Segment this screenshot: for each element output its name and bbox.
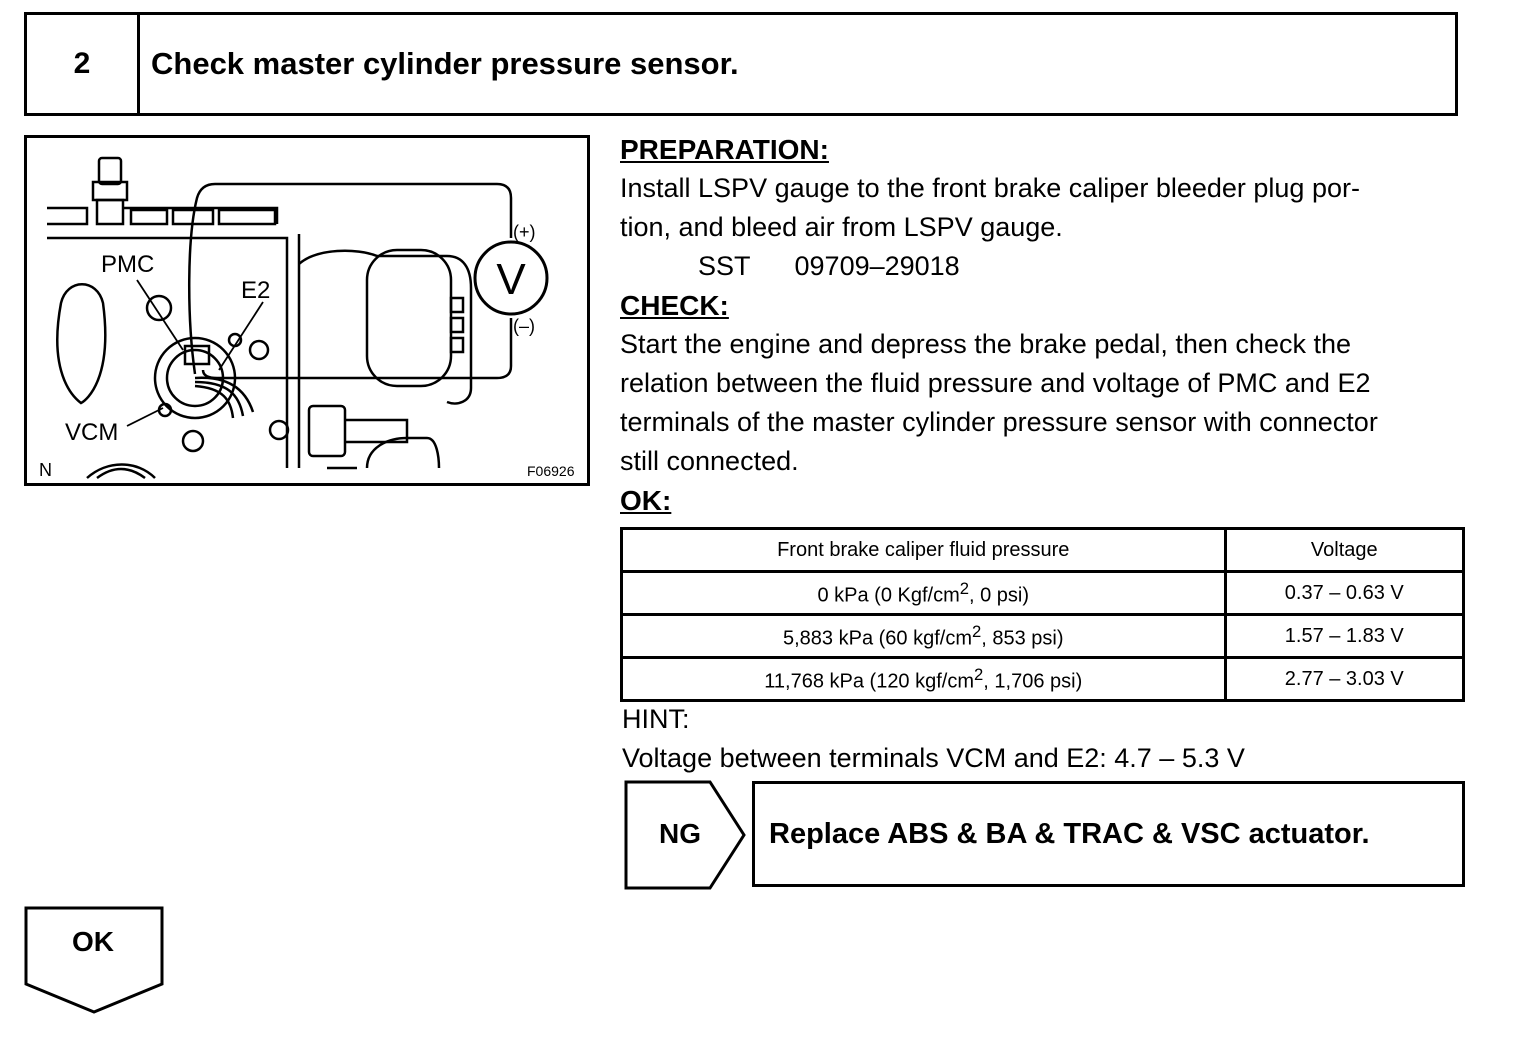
pressure-text: 5,883 kPa (60 kgf/cm bbox=[783, 627, 972, 650]
check-line-2: relation between the fluid pressure and voltage of PMC and E2 bbox=[620, 368, 1371, 398]
sensor-illustration bbox=[27, 138, 587, 483]
preparation-heading: PREPARATION: bbox=[620, 134, 829, 165]
check-heading: CHECK: bbox=[620, 290, 729, 321]
plus-terminal-label: (+) bbox=[513, 222, 536, 242]
ok-flow-arrow bbox=[24, 906, 166, 1016]
ng-action-box: Replace ABS & BA & TRAC & VSC actuator. bbox=[752, 781, 1465, 887]
down-arrow-icon bbox=[24, 906, 166, 1016]
pressure-superscript: 2 bbox=[974, 664, 984, 684]
instructions bbox=[620, 130, 1470, 520]
sst-line bbox=[620, 247, 1470, 286]
step-number: 2 bbox=[27, 15, 140, 113]
pressure-text: 0 kPa (0 Kgf/cm bbox=[817, 584, 960, 607]
voltmeter-symbol: V bbox=[496, 255, 526, 304]
minus-terminal-label: (–) bbox=[513, 316, 535, 336]
voltage-cell: 1.57 – 1.83 V bbox=[1225, 615, 1463, 658]
hint-heading: HINT: bbox=[622, 704, 690, 734]
table-row bbox=[622, 572, 1464, 615]
pressure-superscript: 2 bbox=[971, 621, 982, 641]
pressure-text-end: , 0 psi) bbox=[969, 584, 1030, 607]
table-header-row bbox=[622, 529, 1464, 572]
pressure-cell bbox=[622, 615, 1226, 658]
north-label: N bbox=[39, 460, 52, 480]
hint-block bbox=[622, 700, 1245, 778]
voltage-cell: 0.37 – 0.63 V bbox=[1225, 572, 1463, 615]
ok-heading: OK: bbox=[620, 485, 672, 516]
ng-label: NG bbox=[659, 818, 701, 849]
pressure-text-end: , 1,706 psi) bbox=[983, 670, 1083, 693]
pmc-label: PMC bbox=[101, 251, 155, 278]
sensor-diagram bbox=[24, 135, 590, 486]
pressure-voltage-table bbox=[620, 527, 1465, 702]
preparation-line-2: tion, and bleed air from LSPV gauge. bbox=[620, 212, 1063, 242]
pressure-text-end: , 853 psi) bbox=[981, 627, 1064, 650]
check-line-4: still connected. bbox=[620, 446, 799, 476]
check-line-1: Start the engine and depress the brake pedal, then check the bbox=[620, 329, 1352, 359]
sst-label: SST bbox=[698, 251, 751, 281]
pressure-superscript: 2 bbox=[959, 578, 970, 598]
preparation-line-1: Install LSPV gauge to the front brake caliper bleeder plug por- bbox=[620, 173, 1360, 203]
ok-label: OK bbox=[72, 926, 114, 957]
check-line-3: terminals of the master cylinder pressure sensor with connector bbox=[620, 407, 1378, 437]
table-row bbox=[622, 615, 1464, 658]
step-title: Check master cylinder pressure sensor. bbox=[151, 46, 739, 81]
table-header-voltage: Voltage bbox=[1225, 529, 1463, 572]
pressure-cell bbox=[622, 572, 1226, 615]
figure-code: F06926 bbox=[527, 463, 575, 479]
e2-label: E2 bbox=[241, 277, 271, 304]
pressure-cell bbox=[622, 658, 1226, 701]
pressure-text: 11,768 kPa (120 kgf/cm bbox=[764, 670, 975, 693]
hint-text: Voltage between terminals VCM and E2: 4.7 – 5.3 V bbox=[622, 743, 1245, 773]
table-row bbox=[622, 658, 1464, 701]
sst-code: 09709–29018 bbox=[794, 251, 960, 281]
voltage-cell: 2.77 – 3.03 V bbox=[1225, 658, 1463, 701]
step-header bbox=[24, 12, 1458, 116]
vcm-label: VCM bbox=[65, 419, 119, 446]
ng-flow-arrow bbox=[624, 780, 744, 888]
table-header-pressure: Front brake caliper fluid pressure bbox=[622, 529, 1226, 572]
